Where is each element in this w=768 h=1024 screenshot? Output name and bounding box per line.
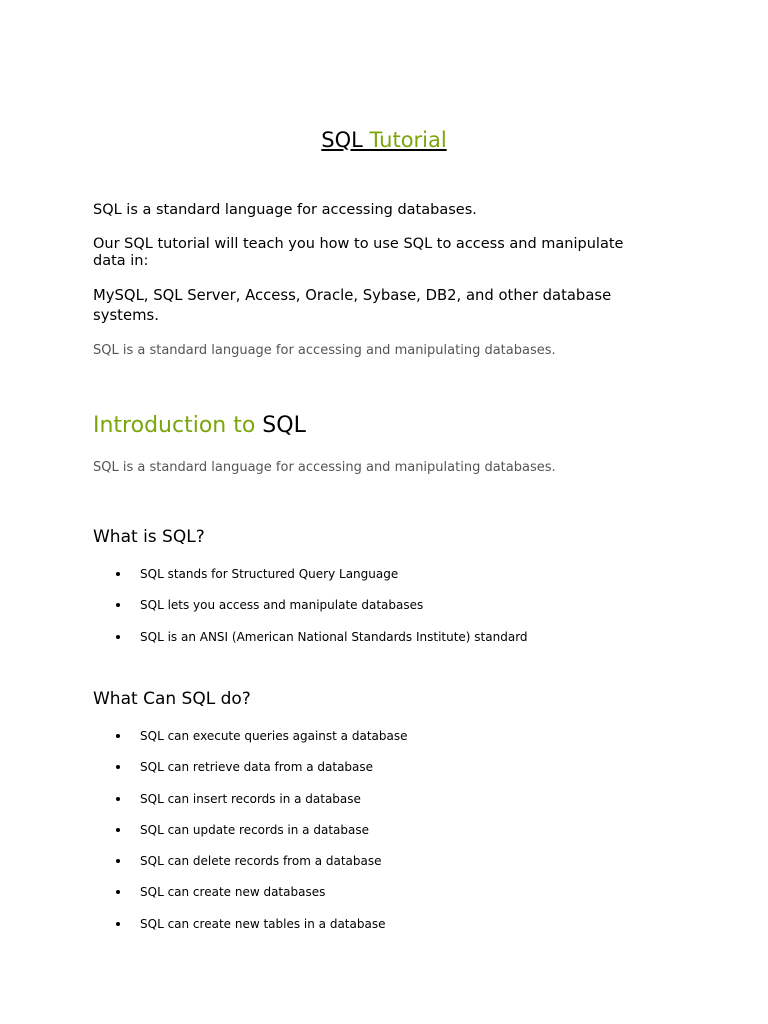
- bullet-icon: [116, 603, 120, 607]
- bullet-icon: [116, 572, 120, 576]
- list-item: [0, 759, 700, 790]
- list-item-text: SQL can execute queries against a database: [140, 729, 408, 743]
- section-intro-text: SQL is a standard language for accessing and manipulating databases.: [93, 460, 556, 475]
- bullet-icon: [116, 922, 120, 926]
- bullet-icon: [116, 734, 120, 738]
- list-item: [0, 822, 700, 853]
- list-item: [0, 884, 700, 915]
- intro-line-3: MySQL, SQL Server, Access, Oracle, Sybase, DB2, and other database systems.: [93, 287, 612, 324]
- list-item: [0, 629, 700, 660]
- title-part-tutorial: Tutorial: [369, 128, 447, 152]
- list-item-text: SQL can create new tables in a database: [140, 916, 386, 931]
- list-item: [0, 853, 700, 884]
- list-item-text: SQL can retrieve data from a database: [140, 760, 374, 775]
- list-item: [0, 597, 700, 628]
- list-item-text: SQL lets you access and manipulate databases: [140, 598, 424, 613]
- list-item: [0, 728, 700, 759]
- list-item-text: SQL can create new databases: [140, 885, 326, 900]
- section-heading-introduction: [93, 411, 306, 441]
- what-is-sql-list: [0, 566, 700, 660]
- bullet-icon: [116, 635, 120, 639]
- bullet-icon: [116, 890, 120, 894]
- bullet-icon: [116, 828, 120, 832]
- list-item: [0, 566, 700, 597]
- list-item: [0, 916, 700, 947]
- list-item-text: SQL stands for Structured Query Language: [140, 567, 399, 581]
- bullet-icon: [116, 797, 120, 801]
- list-item-text: SQL can insert records in a database: [140, 791, 361, 806]
- bullet-icon: [116, 765, 120, 769]
- list-item-text: SQL is an ANSI (American National Standards Institute) standard: [140, 629, 528, 644]
- heading-part-introduction: Introduction to: [93, 413, 263, 438]
- intro-line-1: SQL is a standard language for accessing databases.: [93, 202, 477, 218]
- intro-line-2: Our SQL tutorial will teach you how to use SQL to access and manipulate data in:: [93, 236, 624, 269]
- title-part-sql: SQL: [321, 128, 370, 152]
- list-item-text: SQL can delete records from a database: [140, 854, 382, 869]
- list-item-text: SQL can update records in a database: [140, 822, 369, 837]
- page-title: [0, 126, 768, 154]
- heading-part-sql: SQL: [262, 413, 306, 438]
- list-item: [0, 791, 700, 822]
- intro-line-4: SQL is a standard language for accessing and manipulating databases.: [93, 343, 556, 358]
- what-can-sql-do-list: [0, 728, 700, 947]
- section-heading-what-is-sql: What is SQL?: [93, 527, 205, 547]
- section-heading-what-can-sql-do: What Can SQL do?: [93, 689, 251, 709]
- bullet-icon: [116, 859, 120, 863]
